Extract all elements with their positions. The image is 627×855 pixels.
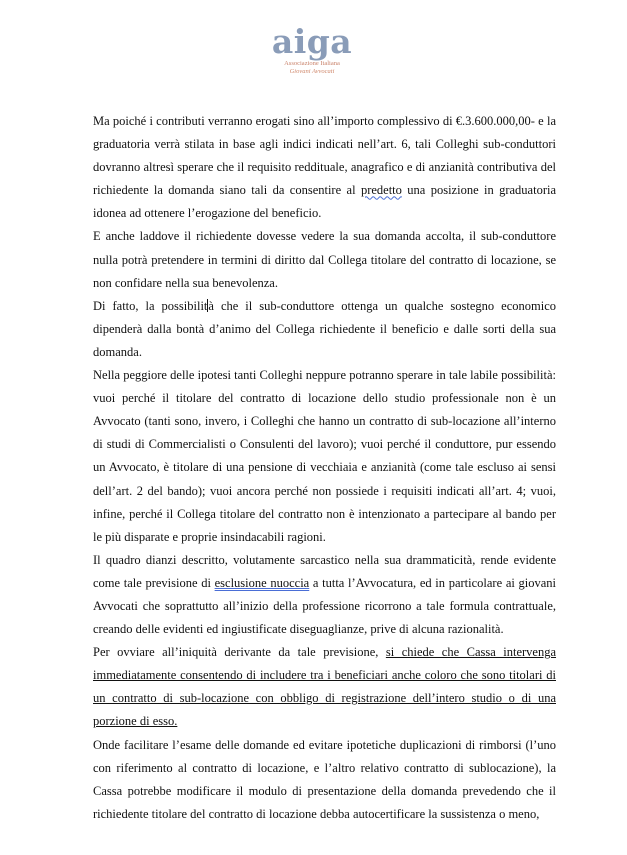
paragraph-5-text: Il quadro dianzi descritto, volutamente sarcastico nella sua drammaticità, rende evidente come tale previsione di	[93, 552, 556, 590]
logo-wordmark: aiga	[271, 22, 353, 61]
paragraph-2: E anche laddove il richiedente dovesse vedere la sua domanda accolta, il sub-conduttore nulla potrà pretendere in termini di diritto dal Collega titolare del contratto di locazione, se non confidare nella sua benevolenza.	[93, 229, 556, 290]
paragraph-3-text-start: Di fatto, la possibilit	[93, 298, 208, 313]
paragraph-6-text: Per ovviare all’iniquità derivante da tale previsione,	[93, 645, 386, 660]
paragraph-1-text-end: una posizione in graduatoria idonea ad ottenere l’erogazione del beneficio.	[93, 183, 557, 221]
logo-subtitle-line-2: Giovani Avvocati	[289, 68, 335, 75]
grammar-flagged-phrase: esclusione nuoccia	[214, 575, 310, 590]
aiga-logo	[270, 24, 354, 76]
paragraph-3	[93, 295, 556, 364]
paragraph-5	[93, 549, 556, 641]
paragraph-1	[93, 110, 556, 225]
spellcheck-flagged-word: predetto	[360, 183, 402, 198]
paragraph-4: Nella peggiore delle ipotesi tanti Colleghi neppure potranno sperare in tale labile possibilità: vuoi perché il titolare del contratto di locazione dello studio professionale non è un Avvocato (tanti sono, invero, i Colleghi che hanno un contratto di sub-locazione all’interno di studi di Commercialisti o Consulenti del lavoro); vuoi perché il conduttore, pur essendo un Avvocato, è titolare di una pensione di vecchiaia e anzianità (come tale escluso ai sensi dell’art. 2 del bando); vuoi ancora perché non possiede i requisiti indicati all’art. 4; vuoi, infine, perché il Collega titolare del contratto non è intenzionato a partecipare al bando per le più disparate e proprie insindacabili ragioni.	[93, 368, 556, 544]
paragraph-6	[93, 641, 556, 733]
logo-subtitle-line-1: Associazione Italiana	[284, 60, 340, 67]
paragraph-6-underlined-request: si chiede che Cassa intervenga immediatamente consentendo di includere tra i beneficiari anche coloro che sono titolari di un contratto di sub-locazione con obbligo di registrazione dell’intero studio o di una porzione di esso.	[93, 645, 557, 729]
paragraph-1-text: Ma poiché i contributi verranno erogati sino all’importo complessivo di €.3.600.000,00- e la graduatoria verrà stilata in base agli indici indicati nell’art. 6, tali Colleghi sub-conduttori dovranno altresì sperare che il requisito reddituale, anagrafico e di anzianità contributiva del richiedente la domanda siano tali da consentire al	[93, 114, 556, 198]
document-body[interactable]	[93, 110, 556, 826]
paragraph-7: Onde facilitare l’esame delle domande ed evitare ipotetiche duplicazioni di rimborsi (l’uno con riferimento al contratto di locazione, e l’altro relativo contratto di sublocazione), la Cassa potrebbe modificare il modulo di presentazione della domanda prevedendo che il richiedente titolare del contratto di locazione debba autocertificare la sussistenza o meno,	[93, 737, 556, 821]
paragraph-5-text-end: a tutta l’Avvocatura, ed in particolare ai giovani Avvocati che soprattutto all’inizio della professione ricorrono a tale formula contrattuale, creando delle evidenti ed ingiustificate diseguaglianze, prive di alcuna razionalità.	[93, 575, 557, 637]
paragraph-3-text-end: à che il sub-conduttore ottenga un qualche sostegno economico dipenderà dalla bontà d’animo del Collega richiedente il beneficio e dalle sorti della sua domanda.	[93, 298, 556, 359]
